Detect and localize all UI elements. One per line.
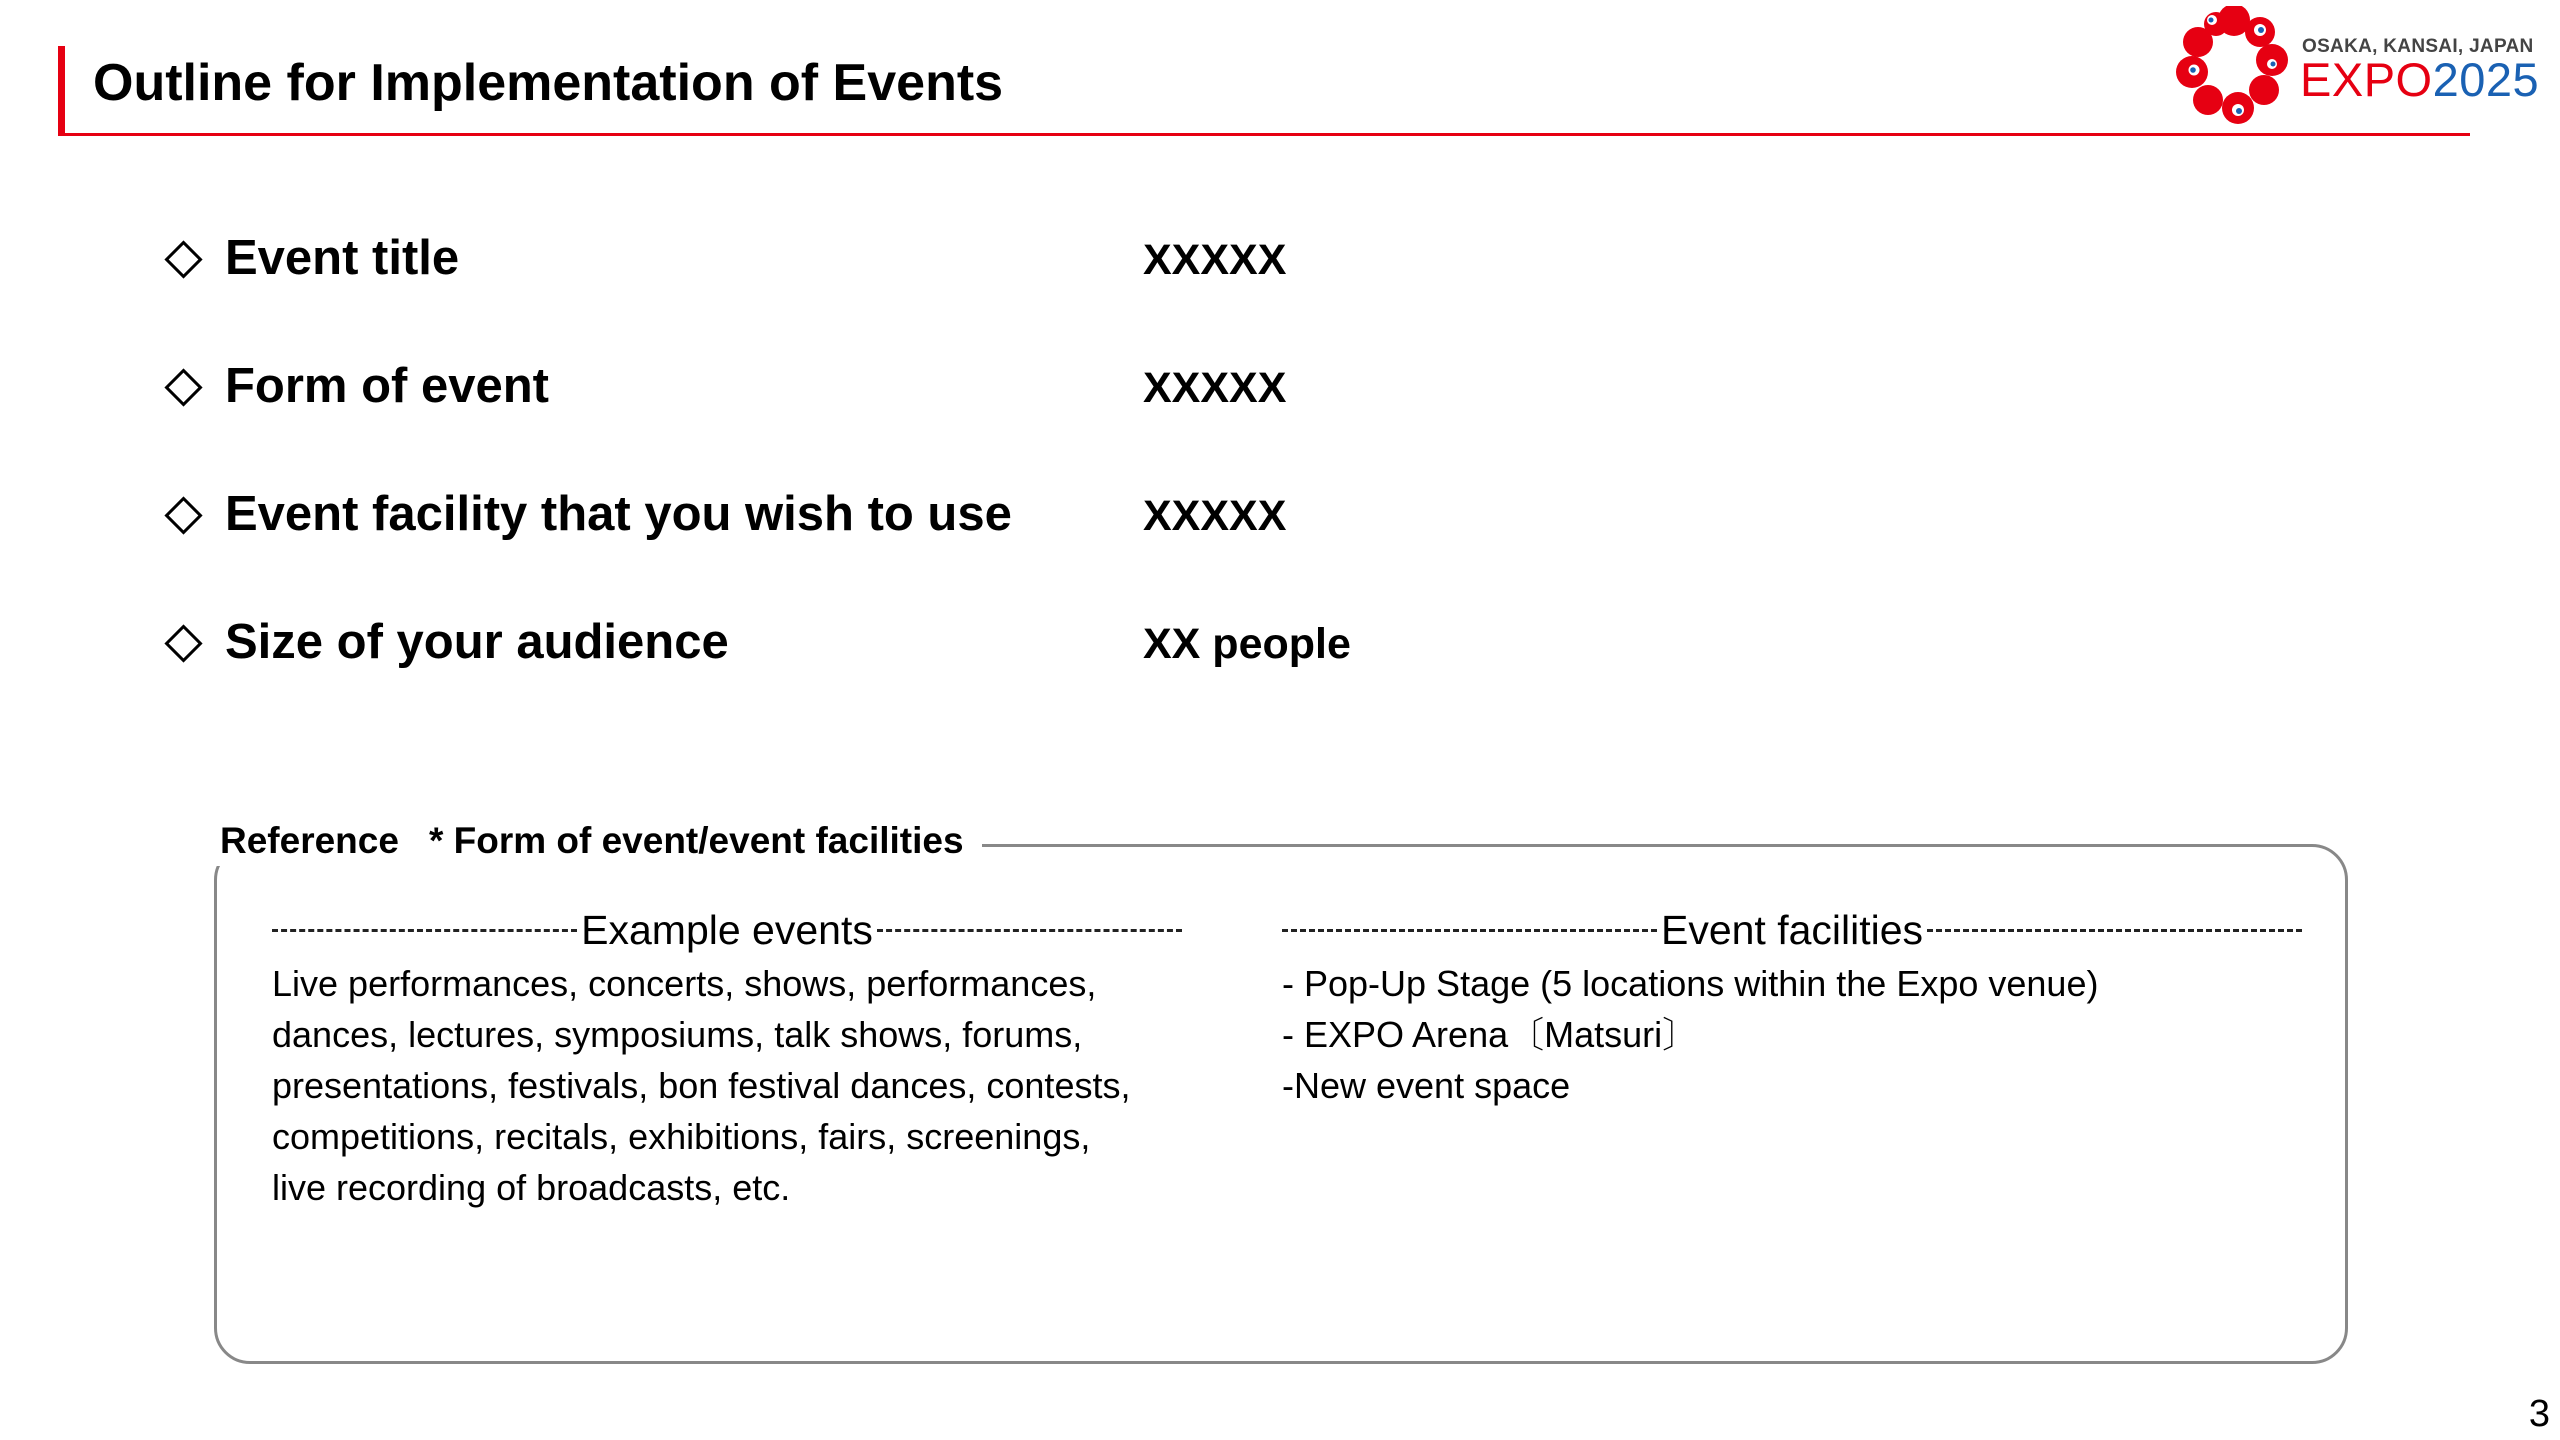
outline-item-audience-size: [166, 610, 1466, 674]
outline-item-label: Form of event: [225, 359, 549, 413]
event-facilities-column: [1282, 904, 2302, 1111]
reference-label: Reference: [220, 820, 399, 861]
dashed-divider: [877, 929, 1182, 932]
example-events-line: live recording of broadcasts, etc.: [272, 1167, 791, 1208]
outline-item-event-facility: [166, 482, 1466, 546]
outline-item-label: Event facility that you wish to use: [225, 487, 1012, 541]
example-events-line: dances, lectures, symposiums, talk shows, forums,: [272, 1014, 1083, 1055]
example-events-header: [272, 904, 1182, 956]
outline-item-value: XX people: [1143, 620, 1351, 668]
diamond-icon: [164, 496, 202, 534]
event-facilities-line: -New event space: [1282, 1065, 1571, 1106]
event-facilities-list: [1282, 958, 2302, 1111]
logo-region-text: OSAKA, KANSAI, JAPAN: [2302, 36, 2534, 57]
diamond-icon: [164, 624, 202, 662]
dashed-divider: [272, 929, 577, 932]
event-facilities-line: - EXPO Arena〔Matsuri〕: [1282, 1014, 1699, 1055]
logo-wordmark: [2300, 52, 2539, 108]
page-title: Outline for Implementation of Events: [93, 54, 1004, 112]
myaku-myaku-logo-icon: [2176, 6, 2292, 126]
page-number: 3: [2528, 1393, 2550, 1435]
example-events-title: Example events: [581, 907, 873, 953]
outline-item-form-of-event: [166, 354, 1466, 418]
example-events-line: Live performances, concerts, shows, performances,: [272, 963, 1097, 1004]
example-events-column: [272, 904, 1182, 1213]
title-accent-bar: [58, 46, 65, 136]
dashed-divider: [1282, 929, 1657, 932]
event-facilities-title: Event facilities: [1660, 907, 1924, 953]
outline-item-value: XXXXX: [1143, 236, 1287, 284]
reference-note: * Form of event/event facilities: [428, 820, 964, 861]
expo-2025-logo: [2176, 6, 2540, 126]
logo-wordmark-year: 2025: [2432, 53, 2540, 106]
example-events-list: [272, 958, 1182, 1213]
diamond-icon: [164, 240, 202, 278]
outline-item-value: XXXXX: [1143, 492, 1287, 540]
dashed-divider: [1927, 929, 2302, 932]
outline-item-event-title: [166, 226, 1466, 290]
outline-item-label: Event title: [225, 231, 460, 285]
logo-wordmark-expo: EXPO: [2300, 53, 2433, 106]
title-underline: [58, 133, 2470, 136]
example-events-line: presentations, festivals, bon festival dances, contests,: [272, 1065, 1131, 1106]
outline-item-value: XXXXX: [1143, 364, 1287, 412]
reference-heading: [208, 816, 982, 866]
event-facilities-header: [1282, 904, 2302, 956]
event-facilities-line: - Pop-Up Stage (5 locations within the Expo venue): [1282, 963, 2099, 1004]
example-events-line: competitions, recitals, exhibitions, fairs, screenings,: [272, 1116, 1091, 1157]
diamond-icon: [164, 368, 202, 406]
outline-item-label: Size of your audience: [225, 615, 729, 669]
